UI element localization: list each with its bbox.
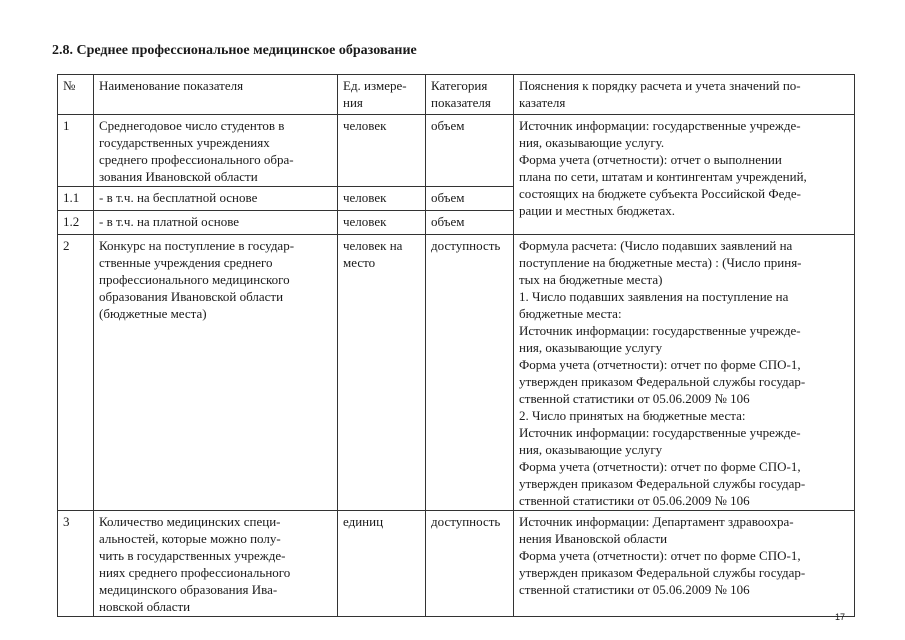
row-category: объем: [426, 187, 514, 211]
header-unit: Ед. измере- ния: [338, 75, 426, 115]
table-header-row: [58, 75, 855, 115]
table-row: [58, 235, 855, 511]
row-explanation-shared: Источник информации: государственные учрежде- ния, оказывающие услугу. Форма учета (отчетности): отчет о выполнении плана по сети, штатам и контингентам учреждений, состоящих на бюджете субъекта Российской Феде- рации и местных бюджетах.: [514, 115, 855, 235]
row-explanation: Источник информации: Департамент здравоохра- нения Ивановской области Форма учета (отчетности): отчет по форме СПО-1, утвержден приказом Федеральной службы государ- ственной статистики от 05.06.2009 № 106: [514, 511, 855, 617]
row-num: 3: [58, 511, 94, 617]
row-name: - в т.ч. на платной основе: [94, 211, 338, 235]
row-category: объем: [426, 115, 514, 187]
row-name: Количество медицинских специ- альностей, которые можно полу- чить в государственных учрежде- ниях среднего профессионального медицинского образования Ива- новской области: [94, 511, 338, 617]
page-number: 17: [835, 612, 846, 622]
row-name: Конкурс на поступление в государ- ственные учреждения среднего профессионального медицинского образования Ивановской области (бюджетные места): [94, 235, 338, 511]
row-explanation: Формула расчета: (Число подавших заявлений на поступление на бюджетные места) : (Число приня- тых на бюджетные места) 1. Число подавших заявления на поступление на бюджетные места: Источник информации: государственные учрежде- ния, оказывающие услугу Форма учета (отчетности): отчет по форме СПО-1, утвержден приказом Федеральной службы государ- ственной статистики от 05.06.2009 № 106 2. Число принятых на бюджетные места: Источник информации: государственные учрежде- ния, оказывающие услугу Форма учета (отчетности): отчет по форме СПО-1, утвержден приказом Федеральной службы государ- ственной статистики от 05.06.2009 № 106: [514, 235, 855, 511]
row-category: доступность: [426, 511, 514, 617]
table-row: [58, 115, 855, 187]
row-num: 1.1: [58, 187, 94, 211]
table-row: [58, 511, 855, 617]
row-unit: человек: [338, 115, 426, 187]
row-num: 1: [58, 115, 94, 187]
row-unit: единиц: [338, 511, 426, 617]
row-unit: человек: [338, 187, 426, 211]
row-unit: человек: [338, 211, 426, 235]
row-num: 2: [58, 235, 94, 511]
row-num: 1.2: [58, 211, 94, 235]
row-category: доступность: [426, 235, 514, 511]
indicators-table: [57, 74, 855, 617]
page-title: 2.8. Среднее профессиональное медицинское образование: [52, 43, 417, 58]
row-name: - в т.ч. на бесплатной основе: [94, 187, 338, 211]
row-category: объем: [426, 211, 514, 235]
row-unit: человек на место: [338, 235, 426, 511]
header-num: №: [58, 75, 94, 115]
header-name: Наименование показателя: [94, 75, 338, 115]
header-explanation: Пояснения к порядку расчета и учета значений по- казателя: [514, 75, 855, 115]
row-name: Среднегодовое число студентов в государственных учреждениях среднего профессионального обра- зования Ивановской области: [94, 115, 338, 187]
header-category: Категория показателя: [426, 75, 514, 115]
